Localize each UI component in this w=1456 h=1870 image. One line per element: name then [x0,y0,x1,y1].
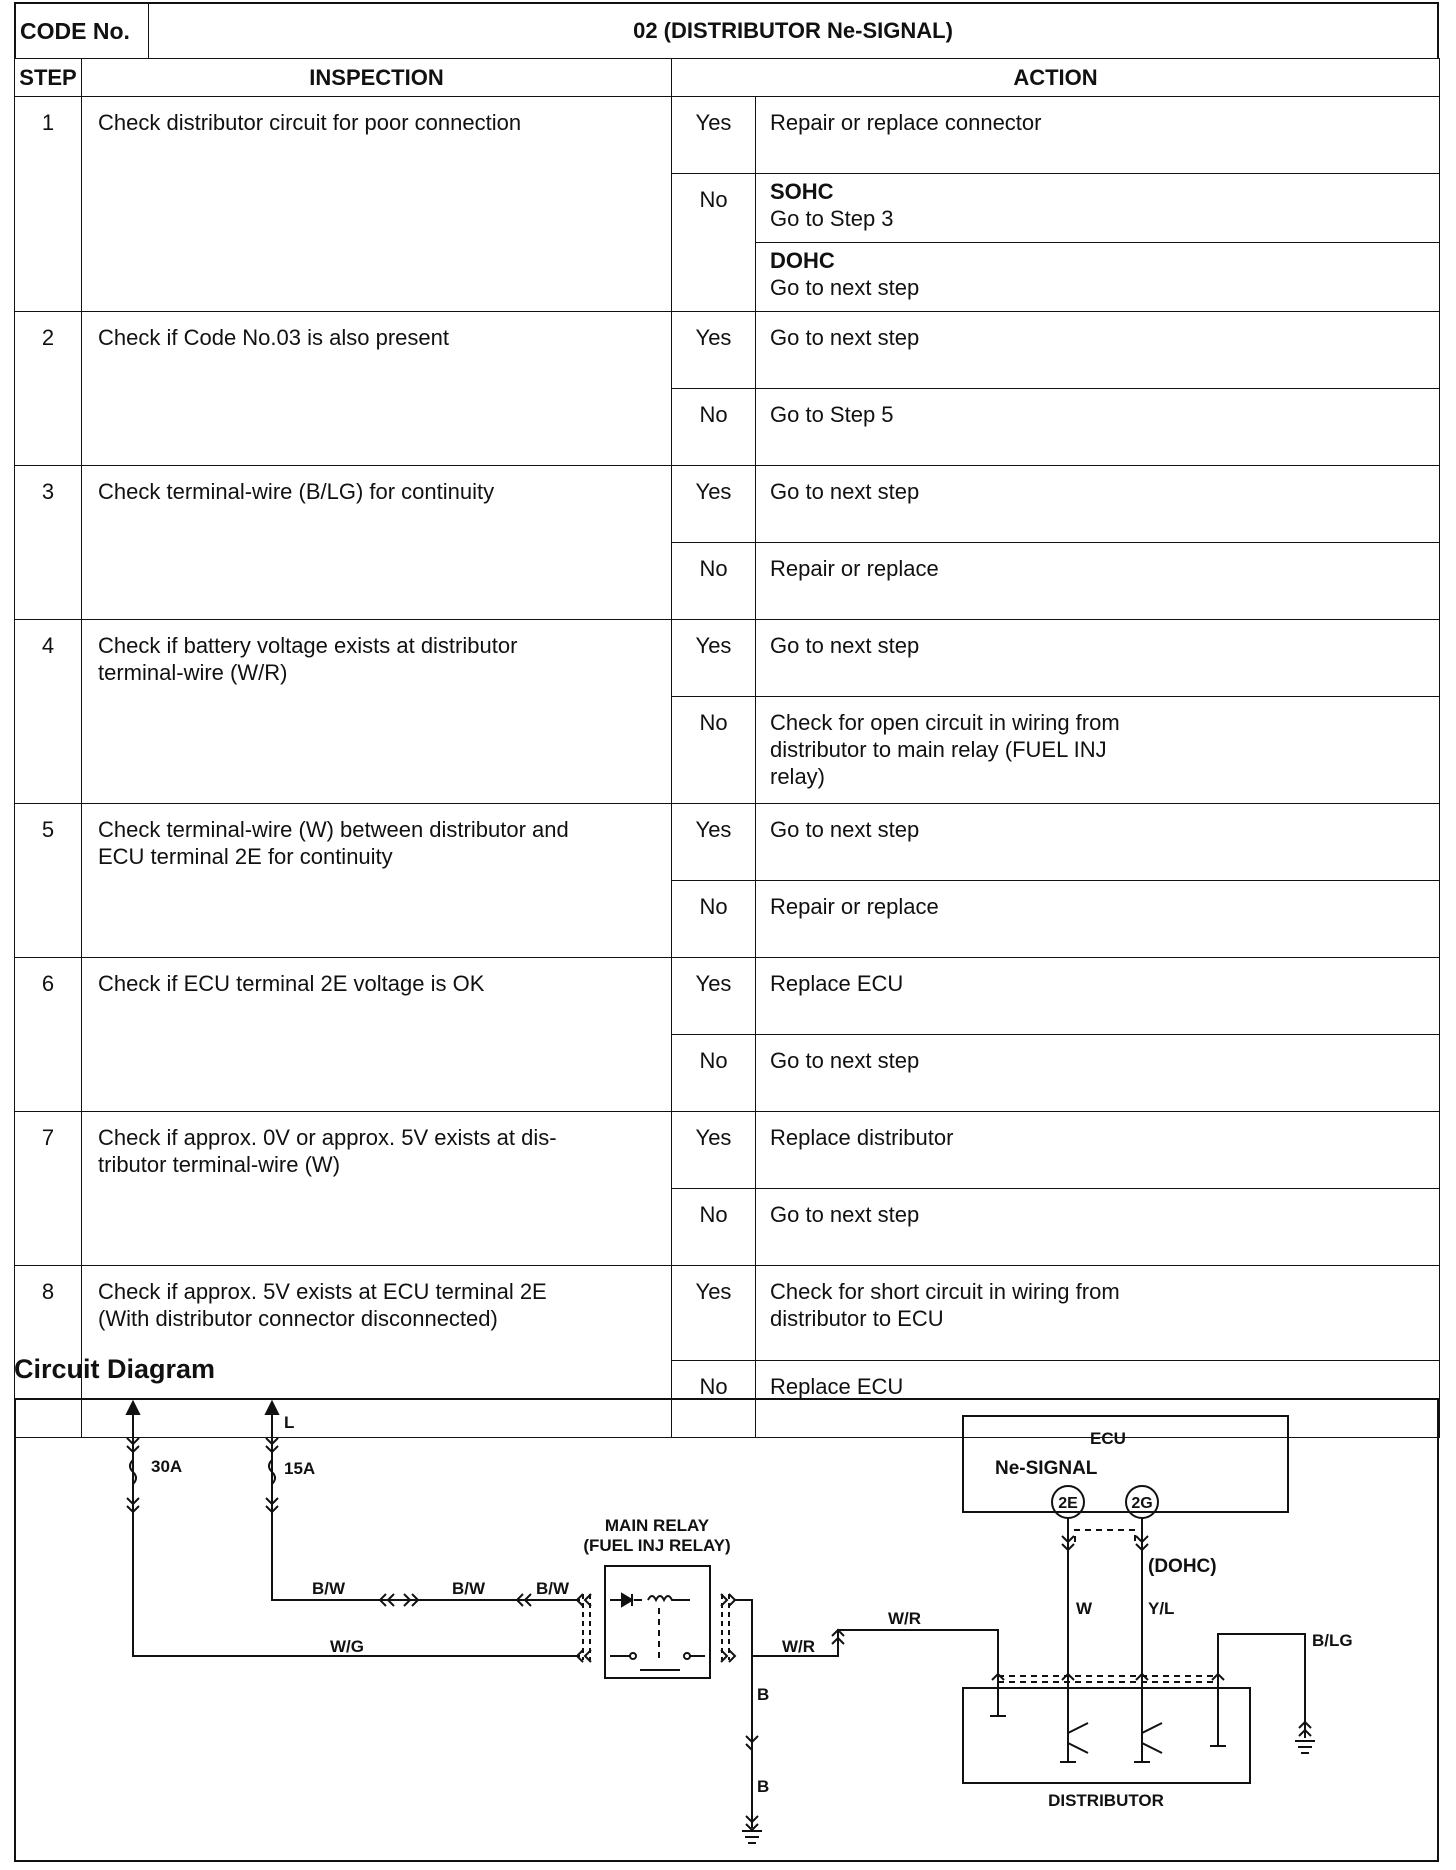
yes-action: Go to next step [756,804,1440,881]
no-label: No [672,1189,756,1266]
main-relay-label: MAIN RELAY [604,1516,710,1535]
wire-bw-label: B/W [452,1579,486,1598]
wire-15a-feed [272,1410,580,1600]
code-header [14,2,1439,58]
yes-label: Yes [672,1112,756,1189]
step-number: 8 [15,1266,82,1438]
wire-b-label: B [757,1685,770,1704]
wire-wr-label: W/R [888,1609,922,1628]
main-relay-sub-label: (FUEL INJ RELAY) [583,1536,731,1555]
no-action-sohc [756,174,1440,243]
dohc-note: (DOHC) [1148,1556,1217,1577]
inspection-line: ECU terminal 2E for continuity [98,844,393,869]
no-label: No [672,543,756,620]
step-number: 5 [15,804,82,958]
table-row [15,804,1440,881]
no-action [756,697,1440,804]
inspection-text [82,620,672,804]
terminal-l-label: L [284,1413,295,1432]
transistor-icon [1068,1688,1088,1762]
code-title: 02 (DISTRIBUTOR Ne-SIGNAL) [633,18,953,43]
table-row [15,958,1440,1035]
step-number: 1 [15,97,82,312]
action-line: relay) [770,764,826,789]
wire-w-label: W [1076,1599,1093,1618]
ecu-label: ECU [1090,1429,1126,1448]
inspection-line: Check if battery voltage exists at distributor [98,633,518,658]
table-header-row [15,59,1440,97]
no-action: Replace ECU [756,1361,1440,1438]
terminal-2g-label: 2G [1131,1495,1153,1512]
inspection-line: Check terminal-wire (W) between distributor and [98,817,569,842]
wire-30a-feed [133,1410,580,1656]
no-action: Go to next step [756,1035,1440,1112]
circuit-diagram-title: Circuit Diagram [14,1354,216,1384]
table-row [15,97,1440,174]
ground-icon [1295,1741,1315,1753]
action-line: distributor to main relay (FUEL INJ [770,737,1107,762]
table-row [15,312,1440,389]
no-action: Go to next step [756,1189,1440,1266]
table-row [15,1266,1440,1361]
action-line: Check for short circuit in wiring from [770,1279,1120,1304]
wire-wr [735,1600,998,1688]
fuse-15a-label: 15A [284,1459,316,1478]
yes-action: Replace ECU [756,958,1440,1035]
yes-label: Yes [672,958,756,1035]
code-label: CODE No. [16,4,149,58]
relay-coil-icon [648,1596,690,1600]
transistor-icon [1142,1688,1162,1762]
wire-bw-label: B/W [312,1579,346,1598]
step-number: 7 [15,1112,82,1266]
action-line: distributor to ECU [770,1306,944,1331]
wire-yl-label: Y/L [1148,1599,1175,1618]
diode-icon [622,1594,632,1606]
action-line: Check for open circuit in wiring from [770,710,1120,735]
dohc-action: Go to next step [770,275,920,300]
action-header: ACTION [672,59,1440,97]
terminal-2e-label: 2E [1058,1495,1078,1512]
no-label: No [672,1361,756,1438]
yes-label: Yes [672,312,756,389]
step-header: STEP [15,59,82,97]
inspection-line: Check if approx. 0V or approx. 5V exists at dis- [98,1125,557,1150]
yes-label: Yes [672,804,756,881]
sohc-label: SOHC [770,179,834,204]
wire-blg-label: B/LG [1312,1631,1353,1650]
step-number: 6 [15,958,82,1112]
inspection-line: Check if approx. 5V exists at ECU terminal 2E [98,1279,547,1304]
table-row [15,620,1440,697]
table-row [15,1112,1440,1189]
wire-bw-label: B/W [536,1579,570,1598]
yes-action: Go to next step [756,620,1440,697]
table-row [15,466,1440,543]
power-arrow-icon [127,1402,139,1414]
main-relay-box [605,1566,710,1678]
yes-action: Replace distributor [756,1112,1440,1189]
inspection-text: Check terminal-wire (B/LG) for continuity [82,466,672,620]
ground-icon [742,1831,762,1843]
wire-wr-label: W/R [782,1637,816,1656]
sohc-action: Go to Step 3 [770,206,894,231]
distributor-box [963,1688,1250,1783]
no-action: Repair or replace [756,881,1440,958]
inspection-line: tributor terminal-wire (W) [98,1152,341,1177]
yes-action: Repair or replace connector [756,97,1440,174]
inspection-text: Check if Code No.03 is also present [82,312,672,466]
dohc-label: DOHC [770,248,835,273]
distributor-label: DISTRIBUTOR [1048,1791,1164,1810]
ne-signal-label: Ne-SIGNAL [995,1458,1098,1479]
step-number: 2 [15,312,82,466]
yes-label: Yes [672,620,756,697]
inspection-line: (With distributor connector disconnected) [98,1306,498,1331]
no-label: No [672,697,756,804]
yes-action: Go to next step [756,466,1440,543]
wire-b-label: B [757,1777,770,1796]
wire-wg-label: W/G [330,1637,364,1656]
yes-label: Yes [672,97,756,174]
inspection-header: INSPECTION [82,59,672,97]
inspection-text: Check distributor circuit for poor connection [82,97,672,312]
no-action: Repair or replace [756,543,1440,620]
no-label: No [672,1035,756,1112]
inspection-text [82,1112,672,1266]
inspection-table [14,58,1440,1438]
yes-action [756,1266,1440,1361]
fuse-30a-label: 30A [151,1457,183,1476]
yes-label: Yes [672,466,756,543]
no-label: No [672,881,756,958]
inspection-text: Check if ECU terminal 2E voltage is OK [82,958,672,1112]
step-number: 3 [15,466,82,620]
step-number: 4 [15,620,82,804]
no-action-dohc [756,243,1440,312]
yes-action: Go to next step [756,312,1440,389]
yes-label: Yes [672,1266,756,1361]
no-label: No [672,389,756,466]
circuit-diagram [0,1398,1456,1870]
wire-blg [1218,1634,1305,1738]
no-label: No [672,174,756,312]
no-action: Go to Step 5 [756,389,1440,466]
inspection-text [82,804,672,958]
power-arrow-icon [266,1402,278,1414]
inspection-line: terminal-wire (W/R) [98,660,288,685]
